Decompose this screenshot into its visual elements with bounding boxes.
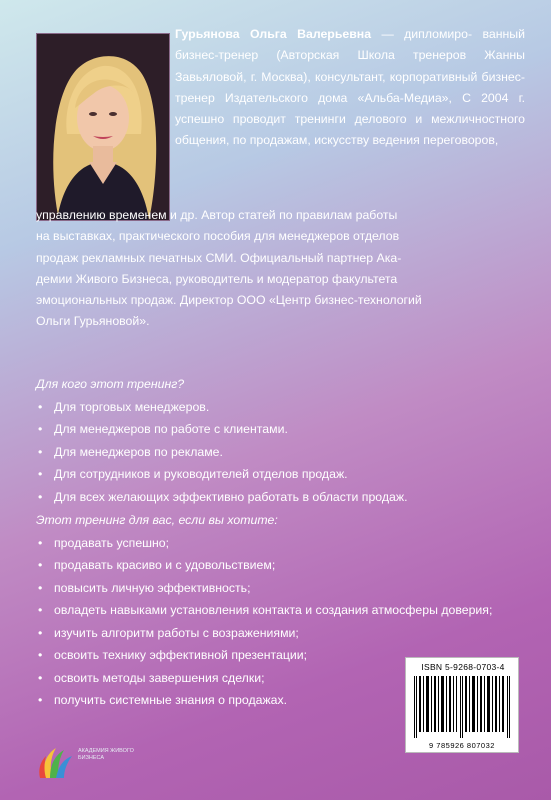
list-item: • Для торговых менеджеров. xyxy=(36,396,526,419)
bio-line: Жанны Завьяловой, г. Москва), консультант, xyxy=(175,48,525,84)
list-item: • освоить методы завершения сделки; xyxy=(36,667,398,690)
bio-line: продаж рекламных печатных СМИ. Официальный партнер Ака- xyxy=(36,250,402,265)
list-item: • Для менеджеров по работе с клиентами. xyxy=(36,418,526,441)
bullet-icon: • xyxy=(38,489,43,504)
bio-line: управлению временем и др. Автор статей по правилам работы xyxy=(36,208,398,222)
bio-line: демии Живого Бизнеса, руководитель и модератор факультета xyxy=(36,271,398,286)
bio-line: дома «Альба-Медиа», С 2004 г. успешно проводит xyxy=(175,90,525,127)
list-item: • продавать красиво и с удовольствием; xyxy=(36,554,398,577)
goals-heading: Этот тренинг для вас, если вы хотите: xyxy=(36,513,278,527)
bullet-icon: • xyxy=(38,422,43,436)
author-name: Гурьянова Ольга Валерьевна xyxy=(175,27,372,41)
audience-section xyxy=(36,373,526,508)
bio-line: на выставках, практического пособия для менеджеров отделов xyxy=(36,229,400,244)
list-item: • повысить личную эффективность; xyxy=(36,577,398,600)
bio-line: ванный бизнес-тренер (Авторская Школа тренеров xyxy=(175,27,525,63)
bullet-icon: • xyxy=(38,444,43,459)
author-bio-top xyxy=(175,24,525,152)
audience-list xyxy=(36,396,526,509)
list-item: • продавать успешно; xyxy=(36,532,398,555)
list-item: • изучить алгоритм работы с возражениями; xyxy=(36,622,398,645)
bullet-icon: • xyxy=(38,648,43,662)
logo-text: АКАДЕМИЯ ЖИВОГО БИЗНЕСА xyxy=(78,748,134,761)
audience-heading: Для кого этот тренинг? xyxy=(36,377,185,391)
barcode-icon xyxy=(412,676,512,738)
bio-line: тренинги делового и межличностного общения, xyxy=(175,112,525,148)
bullet-icon: • xyxy=(38,670,43,685)
bio-line: по продажам, искусству ведения переговоров, xyxy=(232,133,499,148)
bio-line: эмоциональных продаж. Директор ООО «Центр бизнес-технологий xyxy=(36,293,422,308)
bullet-icon: • xyxy=(38,625,43,640)
barcode-number: 9 785926 807032 xyxy=(429,741,495,750)
bio-line: корпоративный бизнес-тренер Издательского xyxy=(175,69,525,105)
author-bio-continued xyxy=(36,205,526,333)
bullet-icon: • xyxy=(38,580,43,595)
bullet-icon: • xyxy=(38,603,43,617)
list-item: • Для менеджеров по рекламе. xyxy=(36,441,526,464)
bullet-icon: • xyxy=(38,558,43,572)
bullet-icon: • xyxy=(38,399,43,414)
list-item: • овладеть навыками установления контакта и создания атмосферы доверия; xyxy=(36,599,516,622)
bullet-icon: • xyxy=(38,693,43,707)
isbn-label: ISBN 5-9268-0703-4 xyxy=(421,662,505,672)
list-item: • Для всех желающих эффективно работать в области продаж. xyxy=(36,486,526,509)
bio-line: Ольги Гурьяновой». xyxy=(36,314,150,329)
list-item: • получить системные знания о продажах. xyxy=(36,689,398,712)
bullet-icon: • xyxy=(38,535,43,550)
list-item: • Для сотрудников и руководителей отделов продаж. xyxy=(36,463,526,486)
publisher-logo xyxy=(36,742,148,780)
logo-icon xyxy=(36,742,76,780)
list-item: • освоить технику эффективной презентации; xyxy=(36,644,398,667)
author-photo xyxy=(36,33,170,221)
bullet-icon: • xyxy=(38,467,43,481)
isbn-barcode-box xyxy=(405,657,519,753)
bio-line: — дипломиро- xyxy=(381,27,473,41)
